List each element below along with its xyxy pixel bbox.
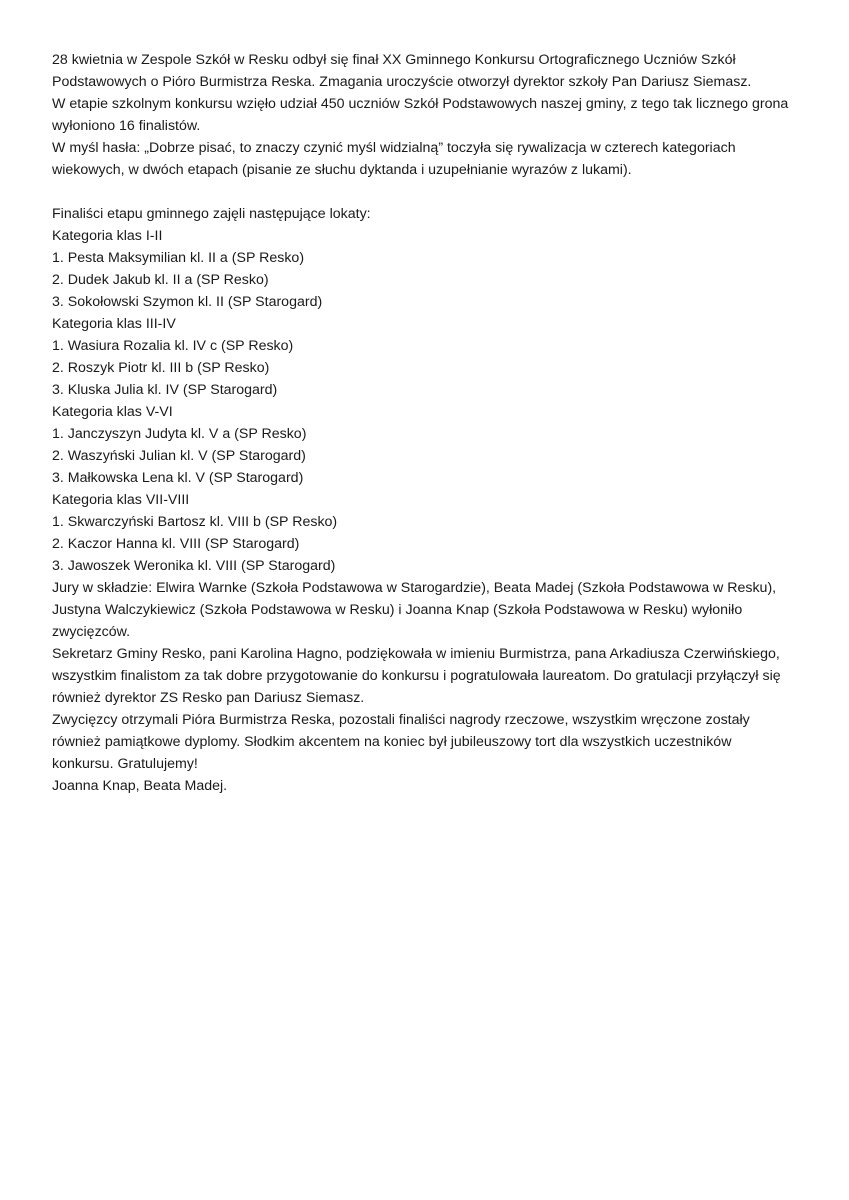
- place-entry: 2. Waszyński Julian kl. V (SP Starogard): [52, 448, 306, 464]
- results-section: [52, 203, 822, 577]
- text-line: 28 kwietnia w Zespole Szkół w Resku odbył się finał XX Gminnego Konkursu Ortograficznego Uczniów Szkół: [52, 52, 736, 68]
- text-line: również pamiątkowe dyplomy. Słodkim akcentem na koniec był jubileuszowy tort dla wszystkich uczestników: [52, 734, 732, 750]
- category-title: Kategoria klas III-IV: [52, 316, 176, 332]
- place-entry: 2. Kaczor Hanna kl. VIII (SP Starogard): [52, 536, 300, 552]
- document-page: [52, 49, 822, 797]
- closing-paragraph: [52, 577, 822, 797]
- text-line: wszystkim finalistom za tak dobre przygotowanie do konkursu i pogratulowała laureatom. Do gratulacji przyłączył się: [52, 668, 781, 684]
- text-line: Sekretarz Gminy Resko, pani Karolina Hagno, podziękowała w imieniu Burmistrza, pana Arkadiusza Czerwińskiego,: [52, 646, 780, 662]
- text-line: zwycięzców.: [52, 624, 131, 640]
- author-signature: Joanna Knap, Beata Madej.: [52, 778, 228, 794]
- text-line: W myśl hasła: „Dobrze pisać, to znaczy czynić myśl widzialną” toczyła się rywalizacja w czterech kategoriach: [52, 140, 736, 156]
- paragraph-gap: [52, 181, 822, 203]
- place-entry: 2. Roszyk Piotr kl. III b (SP Resko): [52, 360, 270, 376]
- text-line: wyłoniono 16 finalistów.: [52, 118, 201, 134]
- text-line: Jury w składzie: Elwira Warnke (Szkoła Podstawowa w Starogardzie), Beata Madej (Szkoła Podstawowa w Resku),: [52, 580, 777, 596]
- place-entry: 1. Skwarczyński Bartosz kl. VIII b (SP Resko): [52, 514, 338, 530]
- category-title: Kategoria klas V-VI: [52, 404, 173, 420]
- results-heading: Finaliści etapu gminnego zajęli następujące lokaty:: [52, 206, 371, 222]
- place-entry: 3. Małkowska Lena kl. V (SP Starogard): [52, 470, 304, 486]
- text-line: również dyrektor ZS Resko pan Dariusz Siemasz.: [52, 690, 365, 706]
- place-entry: 3. Sokołowski Szymon kl. II (SP Starogard): [52, 294, 323, 310]
- place-entry: 1. Wasiura Rozalia kl. IV c (SP Resko): [52, 338, 294, 354]
- text-line: konkursu. Gratulujemy!: [52, 756, 198, 772]
- place-entry: 1. Pesta Maksymilian kl. II a (SP Resko): [52, 250, 305, 266]
- place-entry: 2. Dudek Jakub kl. II a (SP Resko): [52, 272, 269, 288]
- text-line: Zwycięzcy otrzymali Pióra Burmistrza Reska, pozostali finaliści nagrody rzeczowe, wszystkim wręczone zostały: [52, 712, 750, 728]
- category-title: Kategoria klas VII-VIII: [52, 492, 190, 508]
- text-line: Justyna Walczykiewicz (Szkoła Podstawowa w Resku) i Joanna Knap (Szkoła Podstawowa w Resku) wyłoniło: [52, 602, 743, 618]
- place-entry: 1. Janczyszyn Judyta kl. V a (SP Resko): [52, 426, 307, 442]
- text-line: wiekowych, w dwóch etapach (pisanie ze słuchu dyktanda i uzupełnianie wyrazów z lukami).: [52, 162, 632, 178]
- intro-paragraph: [52, 49, 822, 181]
- text-line: W etapie szkolnym konkursu wzięło udział 450 uczniów Szkół Podstawowych naszej gminy, z tego tak licznego grona: [52, 96, 789, 112]
- category-title: Kategoria klas I-II: [52, 228, 163, 244]
- text-line: Podstawowych o Pióro Burmistrza Reska. Zmagania uroczyście otworzył dyrektor szkoły Pan Dariusz Siemasz.: [52, 74, 752, 90]
- place-entry: 3. Jawoszek Weronika kl. VIII (SP Starogard): [52, 558, 336, 574]
- place-entry: 3. Kluska Julia kl. IV (SP Starogard): [52, 382, 278, 398]
